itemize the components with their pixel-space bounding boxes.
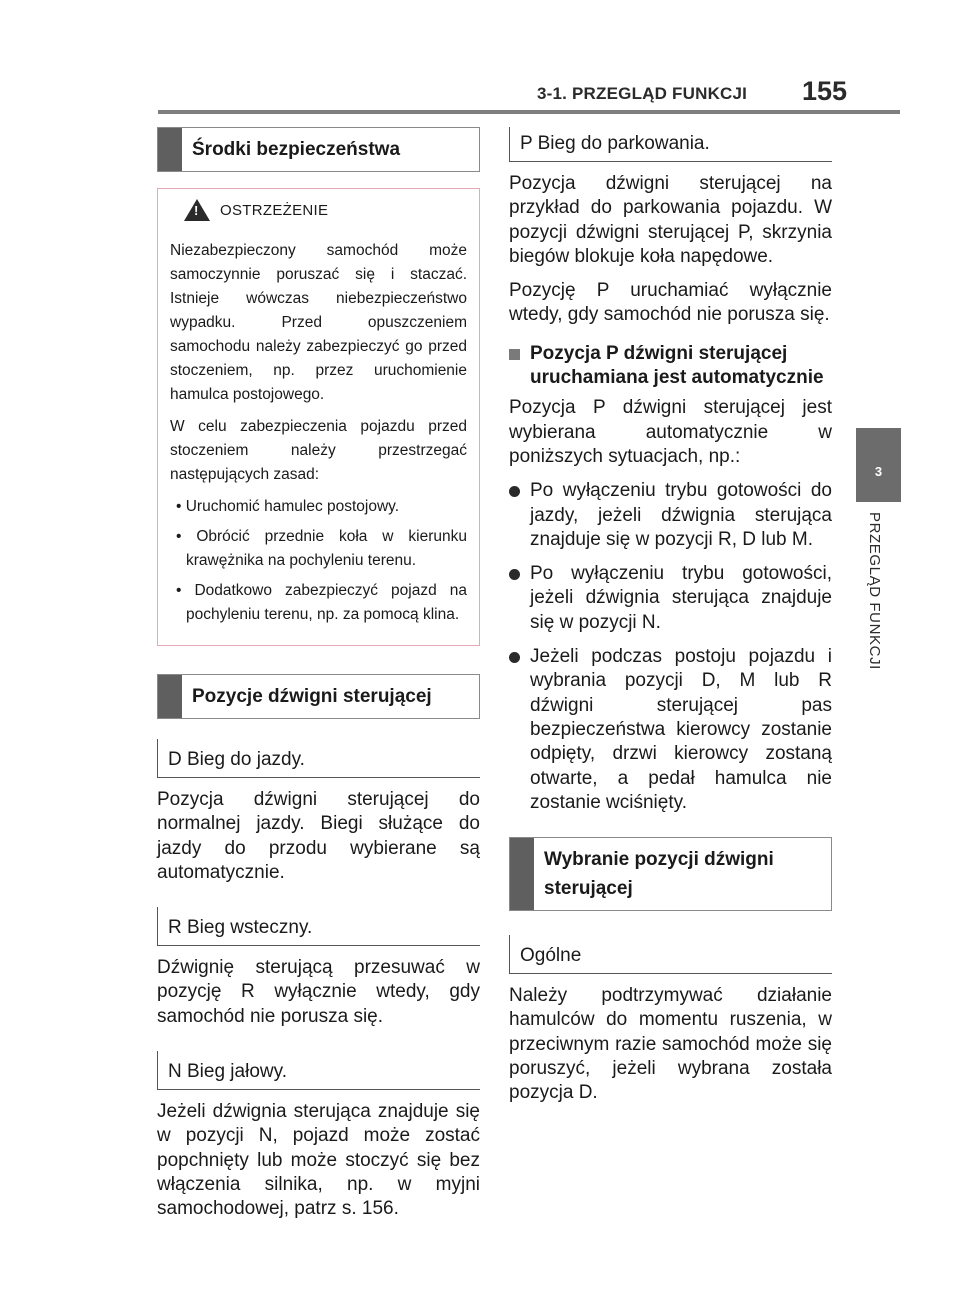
page-number: 155 bbox=[802, 76, 848, 106]
warning-bullet: • Obrócić przednie koła w kierunku krawężnika na pochyleniu terenu. bbox=[176, 528, 467, 569]
paragraph-d: Pozycja dźwigni sterującej do normalnej jazdy. Biegi służące do jazdy do przodu wybierane są automatycznie. bbox=[157, 789, 480, 883]
safety-heading bbox=[157, 127, 480, 172]
list-item bbox=[509, 645, 832, 815]
subheading-d: D Bieg do jazdy. bbox=[157, 739, 480, 778]
subheading-p: P Bieg do parkowania. bbox=[509, 127, 832, 162]
safety-heading-text: Środki bezpieczeństwa bbox=[192, 139, 401, 160]
warning-title: OSTRZEŻENIE bbox=[220, 201, 329, 219]
warning-paragraph: Niezabezpieczony samochód może samoczynnie poruszać się i staczać. Istnieje wówczas niebezpieczeństwo wypadku. Przed opuszczeniem samochodu należy zabezpieczyć go przed stoczeniem, np. przez uruchomienie hamulca postojowego. bbox=[170, 242, 467, 403]
bullet-dot-icon bbox=[509, 569, 520, 580]
list-item-text: Jeżeli podczas postoju pojazdu i wybrania pozycji D, M lub R dźwigni sterującej pas bezpieczeństwa kierowcy zostanie odpięty, drzwi kierowcy zostaną otwarte, a pedał hamulca nie zostanie wciśnięty. bbox=[530, 646, 832, 813]
header-rule bbox=[158, 110, 900, 114]
bullet-dot-icon bbox=[509, 486, 520, 497]
warning-bullet: • Dodatkowo zabezpieczyć pojazd na pochyleniu terenu, np. za pomocą klina. bbox=[176, 582, 467, 623]
section-title: 3-1. PRZEGLĄD FUNKCJI bbox=[537, 84, 748, 103]
warning-triangle-icon bbox=[184, 199, 210, 221]
list-item bbox=[509, 479, 832, 552]
list-item-text: Po wyłączeniu trybu gotowości do jazdy, jeżeli dźwignia sterująca znajduje się w pozycji R, D lub M. bbox=[530, 480, 832, 550]
subheading-n: N Bieg jałowy. bbox=[157, 1051, 480, 1090]
paragraph-p-2: Pozycję P uruchamiać wyłącznie wtedy, gdy samochód nie porusza się. bbox=[509, 280, 832, 326]
subheading-r: R Bieg wsteczny. bbox=[157, 907, 480, 946]
left-column bbox=[157, 127, 480, 1232]
paragraph-r: Dźwignię sterującą przesuwać w pozycję R wyłącznie wtedy, gdy samochód nie porusza się. bbox=[157, 957, 480, 1027]
heading-bar bbox=[158, 128, 182, 171]
select-heading bbox=[509, 837, 832, 911]
bullet-dot-icon bbox=[509, 652, 520, 663]
warning-paragraph: W celu zabezpieczenia pojazdu przed stoczeniem należy przestrzegać następujących zasad: bbox=[170, 418, 467, 483]
positions-heading-text: Pozycje dźwigni sterującej bbox=[192, 686, 432, 707]
chapter-tab bbox=[856, 428, 901, 502]
auto-p-heading-text: Pozycja P dźwigni sterującej uruchamiana jest automatycznie bbox=[530, 342, 824, 389]
warning-header bbox=[170, 199, 467, 221]
paragraph-general: Należy podtrzymywać działanie hamulców do momentu ruszenia, w przeciwnym razie samochód może się poruszyć, jeżeli wybrana została pozycja D. bbox=[509, 985, 832, 1104]
heading-bar bbox=[158, 675, 182, 718]
chapter-number: 3 bbox=[874, 464, 883, 479]
subheading-general: Ogólne bbox=[509, 935, 832, 974]
right-column bbox=[509, 127, 832, 1116]
select-heading-text: Wybranie pozycji dźwigni sterującej bbox=[544, 849, 774, 900]
paragraph-auto: Pozycja P dźwigni sterującej jest wybierana automatycznie w poniższych sytuacjach, np.: bbox=[509, 397, 832, 467]
warning-bullet: • Uruchomić hamulec postojowy. bbox=[176, 498, 400, 515]
list-item-text: Po wyłączeniu trybu gotowości, jeżeli dźwignia sterująca znajduje się w pozycji N. bbox=[530, 563, 832, 633]
paragraph-p-1: Pozycja dźwigni sterującej na przykład do parkowania pojazdu. W pozycji dźwigni sterującej P, skrzynia biegów blokuje koła napędowe. bbox=[509, 173, 832, 267]
heading-bar bbox=[510, 838, 534, 910]
positions-heading bbox=[157, 674, 480, 719]
auto-p-heading bbox=[509, 342, 832, 391]
warning-box bbox=[157, 188, 480, 646]
paragraph-n: Jeżeli dźwignia sterująca znajduje się w pozycji N, pojazd może zostać popchnięty lub może stoczyć się bez włączenia silnika, np. w myjni samochodowej, patrz s. 156. bbox=[157, 1101, 480, 1220]
list-item bbox=[509, 562, 832, 635]
chapter-side-label: PRZEGLĄD FUNKCJI bbox=[866, 512, 883, 670]
square-bullet-icon bbox=[509, 349, 520, 360]
